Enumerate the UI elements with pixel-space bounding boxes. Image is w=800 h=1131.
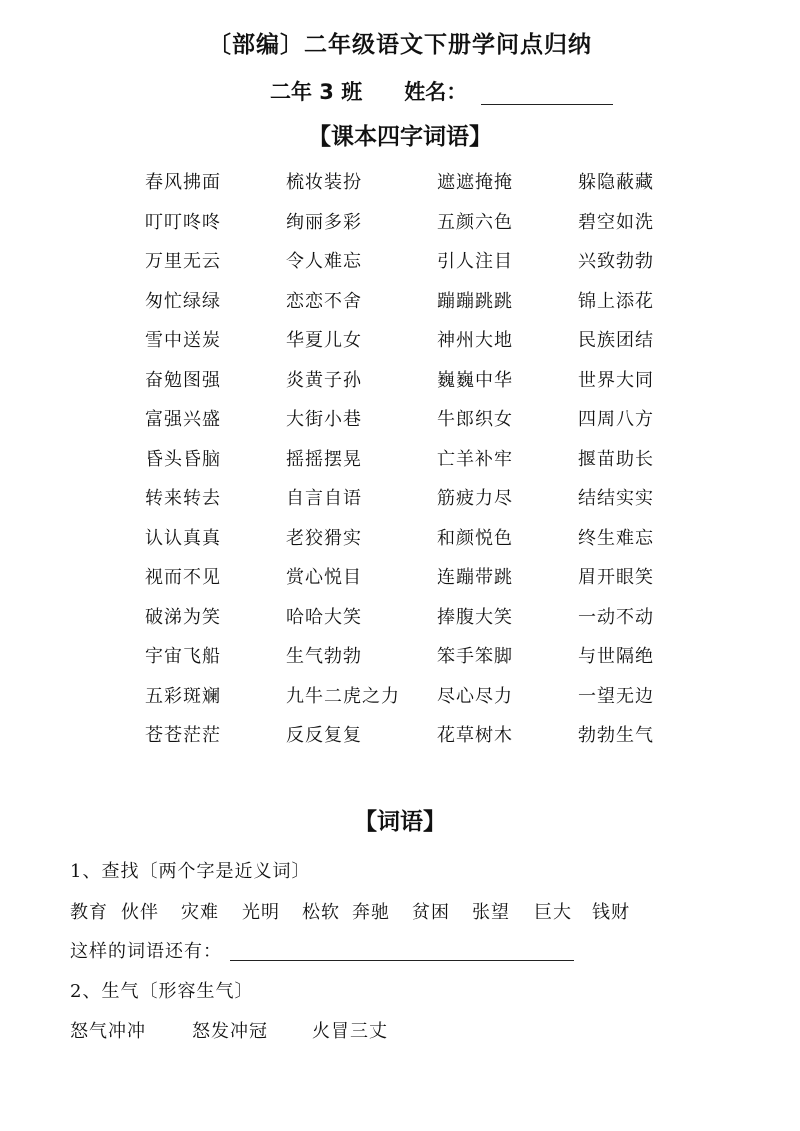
idiom-cell: 神州大地 [437,330,513,351]
idiom-cell: 生气勃勃 [286,646,362,667]
idiom-cell: 尽心尽力 [437,685,513,707]
idiom-cell: 认认真真 [145,527,221,549]
idiom-cell: 一动不动 [578,606,654,628]
idiom-cell: 奋勉图强 [145,369,221,391]
idiom-cell: 四周八方 [578,409,654,430]
name-blank-field[interactable] [481,84,613,105]
idiom-cell: 亡羊补牢 [437,448,513,470]
document-title: 〔部编〕二年级语文下册学问点归纳 [208,32,592,58]
idiom-cell: 锦上添花 [578,290,654,312]
idiom-cell: 炎黄子孙 [286,369,362,391]
word-item: 伙伴 [121,902,159,923]
word-item: 松软 [302,902,340,923]
class-label: 二年 3 班 [270,80,363,104]
idiom-cell: 遮遮掩掩 [437,172,513,193]
idiom-cell: 五彩斑斓 [145,685,221,707]
idiom-cell: 一望无边 [578,685,654,707]
idiom-cell: 匆忙绿绿 [145,290,221,312]
idiom-cell: 连蹦带跳 [437,567,513,588]
idiom-cell: 春风拂面 [145,172,221,193]
idiom-cell: 结结实实 [578,488,654,509]
idiom-cell: 视而不见 [145,567,221,588]
class-name-line [270,76,613,106]
anger-word: 怒气冲冲 [70,1021,146,1042]
idiom-cell: 兴致勃勃 [578,251,654,272]
word-item: 光明 [242,902,280,923]
idiom-cell: 花草树木 [437,725,513,746]
idiom-cell: 民族团结 [578,330,654,351]
more-words-line [70,937,574,963]
idiom-cell: 宇宙飞船 [145,646,221,667]
idiom-cell: 五颜六色 [437,211,513,233]
idiom-cell: 摇摇摆晃 [286,448,362,470]
idiom-cell: 雪中送炭 [145,330,221,351]
word-item: 教育 [70,902,108,923]
idiom-cell: 梳妆装扮 [286,172,362,193]
idiom-cell: 大街小巷 [286,409,362,430]
idiom-cell: 躲隐蔽藏 [578,172,654,193]
word-item: 张望 [472,902,510,923]
idiom-cell: 富强兴盛 [145,409,221,430]
idiom-cell: 哈哈大笑 [286,606,362,628]
idiom-cell: 老狡猾实 [286,527,362,549]
idiom-cell: 与世隔绝 [578,646,654,667]
idiom-cell: 牛郎织女 [437,409,513,430]
more-words-label: 这样的词语还有： [70,941,222,962]
name-label: 姓名： [404,80,468,104]
idiom-cell: 破涕为笑 [145,606,221,628]
idiom-cell: 巍巍中华 [437,369,513,391]
idiom-cell: 眉开眼笑 [578,567,654,588]
word-item: 灾难 [181,902,219,923]
word-item: 贫困 [412,902,450,923]
q2-heading: 2、生气〔形容生气〕 [70,981,254,1002]
idiom-cell: 引人注目 [437,251,513,272]
answer-blank-field[interactable] [230,942,574,961]
idiom-cell: 自言自语 [286,488,362,509]
word-item: 奔驰 [352,902,390,923]
word-item: 巨大 [534,902,572,923]
idiom-cell: 苍苍茫茫 [145,725,221,746]
idiom-cell: 华夏儿女 [286,330,362,351]
idiom-cell: 万里无云 [145,251,221,272]
idiom-cell: 筋疲力尽 [437,488,513,509]
idiom-cell: 勃勃生气 [578,725,654,746]
word-item: 钱财 [592,902,630,923]
idiom-cell: 绚丽多彩 [286,211,362,233]
idiom-cell: 捧腹大笑 [437,606,513,628]
idiom-grid [0,168,800,748]
idiom-cell: 世界大同 [578,369,654,391]
idiom-cell: 揠苗助长 [578,448,654,470]
anger-word: 怒发冲冠 [192,1021,268,1042]
idioms-section-title: 【课本四字词语】 [308,124,492,150]
idiom-cell: 终生难忘 [578,527,654,549]
idiom-cell: 碧空如洗 [578,211,654,233]
words-section-title: 【词语】 [354,809,446,835]
anger-word: 火冒三丈 [312,1021,388,1042]
idiom-cell: 笨手笨脚 [437,646,513,667]
idiom-cell: 叮叮咚咚 [145,211,221,233]
idiom-cell: 蹦蹦跳跳 [437,290,513,312]
idiom-cell: 转来转去 [145,488,221,509]
q1-heading: 1、查找〔两个字是近义词〕 [70,861,311,882]
idiom-cell: 和颜悦色 [437,527,513,549]
idiom-cell: 九牛二虎之力 [286,685,400,707]
idiom-cell: 赏心悦目 [286,567,362,588]
idiom-cell: 反反复复 [286,725,362,746]
idiom-cell: 昏头昏脑 [145,448,221,470]
idiom-cell: 令人难忘 [286,251,362,272]
idiom-cell: 恋恋不舍 [286,290,362,312]
